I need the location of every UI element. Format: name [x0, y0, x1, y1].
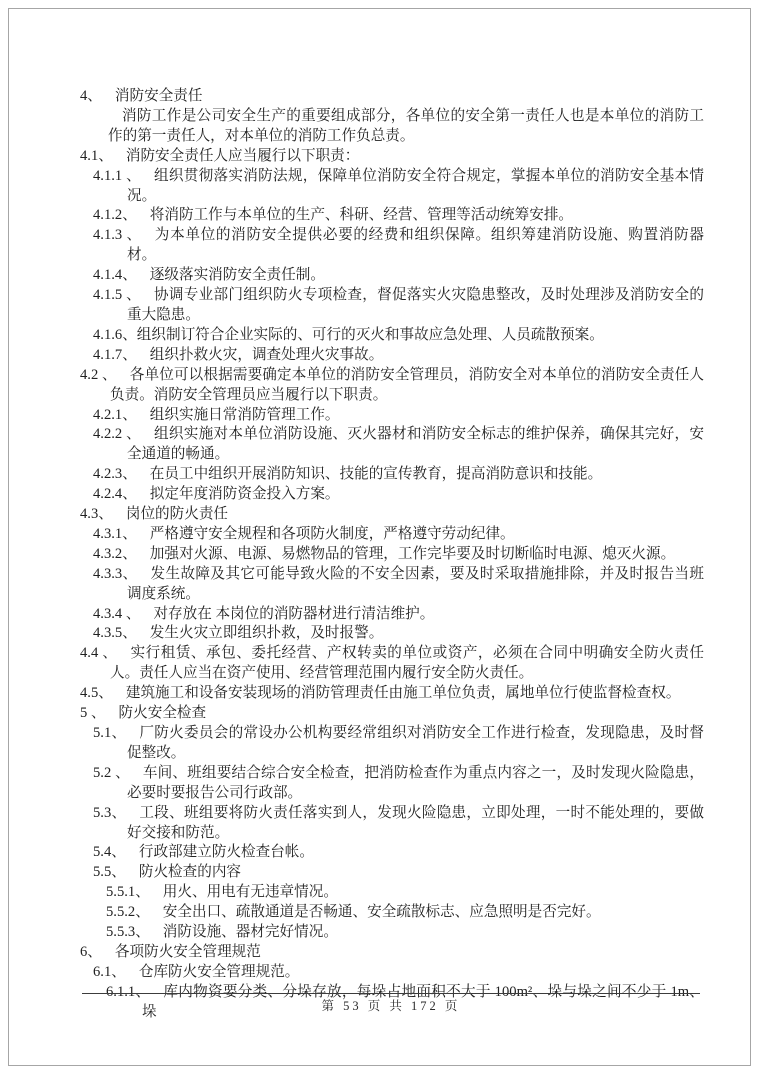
list-item: [80, 943, 704, 963]
item-number: 4.3.3、: [93, 565, 138, 582]
item-number: 5.5、: [93, 864, 126, 881]
item-text: 建筑施工和设备安装现场的消防管理责任由施工单位负责，属地单位行使监督检查权。: [125, 685, 681, 702]
item-text: 组织扑救火灾，调查处理火灾事故。: [149, 346, 384, 363]
list-item: [80, 704, 704, 724]
list-item: [93, 167, 704, 207]
item-text: 在员工中组织开展消防知识、技能的宣传教育，提高消防意识和技能。: [149, 466, 603, 483]
item-number: 4.4 、: [80, 645, 118, 662]
item-number: 4.1.1 、: [93, 167, 141, 184]
item-text: 加强对火源、电源、易燃物品的管理，工作完毕要及时切断临时电源、熄灭火源。: [149, 545, 676, 562]
list-item: [93, 724, 704, 764]
list-item: [93, 485, 704, 505]
item-text: 防火安全检查: [118, 705, 207, 722]
item-text: 安全出口、疏散通道是否畅通、安全疏散标志、应急照明是否完好。: [162, 904, 601, 921]
item-text: 岗位的防火责任: [125, 506, 229, 523]
list-item: [93, 286, 704, 326]
item-number: 4.1.2、: [93, 207, 137, 224]
item-number: 6、: [80, 943, 102, 960]
list-item: [93, 226, 704, 266]
item-number: 4.3.4 、: [93, 605, 141, 622]
list-item: [80, 87, 704, 107]
item-number: 4、: [80, 88, 102, 104]
item-number: 5 、: [80, 705, 106, 722]
item-number: 5.5.1、: [106, 884, 150, 901]
list-item: [106, 903, 704, 923]
item-text: 工段、班组要将防火责任落实到人，发现火险隐患，立即处理，一时不能处理的，要做好交接和防范。: [127, 804, 704, 841]
item-text: 发生故障及其它可能导致火险的不安全因素，要及时采取措施排除，并及时报告当班调度系统。: [127, 565, 704, 602]
list-item: [93, 804, 704, 844]
item-text: 组织制订符合企业实际的、可行的灭火和事故应急处理、人员疏散预案。: [136, 326, 604, 343]
list-item: [93, 206, 704, 226]
item-number: 5.4、: [93, 844, 126, 861]
item-text: 将消防工作与本单位的生产、科研、经营、管理等活动统筹安排。: [149, 207, 574, 224]
list-item: [93, 764, 704, 804]
item-number: 5.2 、: [93, 764, 130, 781]
item-number: 4.3.1、: [93, 525, 137, 542]
list-item: [93, 346, 704, 366]
item-text: 组织贯彻落实消防法规，保障单位消防安全符合规定，掌握本单位的消防安全基本情况。: [127, 167, 704, 204]
item-number: 4.2 、: [80, 366, 117, 383]
item-text: 行政部建立防火检查台帐。: [138, 844, 314, 861]
item-number: 6.1.1、: [106, 983, 151, 1000]
item-text: 防火检查的内容: [138, 864, 242, 881]
list-item: [93, 963, 704, 983]
paragraph-text: 消防工作是公司安全生产的重要组成部分，各单位的安全第一责任人也是本单位的消防工作的第一责任人，对本单位的消防工作负总责。: [108, 107, 704, 144]
item-text: 厂防火委员会的常设办公机构要经常组织对消防安全工作进行检查，发现隐患，及时督促整改。: [127, 725, 704, 761]
item-text: 发生火灾立即组织扑救，及时报警。: [149, 625, 384, 642]
paragraph: [80, 107, 704, 147]
item-number: 4.3.5、: [93, 625, 137, 642]
list-item: [93, 425, 704, 465]
item-number: 4.1.7、: [93, 346, 137, 363]
list-item: [93, 326, 704, 346]
item-number: 4.5、: [80, 685, 113, 702]
item-number: 4.1.6、: [93, 326, 137, 343]
item-number: 4.1、: [80, 147, 113, 164]
item-text: 消防安全责任: [114, 88, 203, 104]
list-item: [93, 545, 704, 565]
page-footer: [82, 993, 700, 1014]
item-text: 组织实施对本单位消防设施、灭火器材和消防安全标志的维护保养，确保其完好，安全通道的畅通。: [127, 426, 704, 463]
item-number: 4.2.3、: [93, 466, 137, 483]
item-text: 拟定年度消防资金投入方案。: [149, 486, 340, 503]
item-number: 4.3.2、: [93, 545, 137, 562]
list-item: [93, 406, 704, 426]
item-text: 仓库防火安全管理规范。: [138, 963, 300, 980]
list-item: [80, 684, 704, 704]
item-text: 协调专业部门组织防火专项检查，督促落实火灾隐患整改，及时处理涉及消防安全的重大隐患。: [127, 287, 704, 323]
list-item: [93, 605, 704, 625]
list-item: [106, 883, 704, 903]
item-number: 4.2.2 、: [93, 426, 141, 443]
item-text: 消防设施、器材完好情况。: [162, 924, 338, 941]
list-item: [93, 565, 704, 605]
list-item: [93, 266, 704, 286]
list-item: [93, 843, 704, 863]
item-number: 4.2.4、: [93, 486, 137, 503]
list-item: [80, 147, 704, 167]
item-text: 为本单位的消防安全提供必要的经费和组织保障。组织筹建消防设施、购置消防器材。: [127, 227, 704, 264]
item-number: 4.1.3 、: [93, 227, 142, 244]
item-number: 5.5.3、: [106, 924, 150, 941]
list-item: [80, 644, 704, 684]
item-number: 5.5.2、: [106, 904, 150, 921]
item-number: 4.1.4、: [93, 267, 137, 284]
item-text: 消防安全责任人应当履行以下职责：: [125, 147, 360, 164]
item-number: 4.1.5 、: [93, 287, 141, 304]
item-text: 车间、班组要结合综合安全检查，把消防检查作为重点内容之一，及时发现火险隐患，必要时要报告公司行政部。: [127, 764, 704, 801]
item-text: 用火、用电有无违章情况。: [162, 884, 338, 901]
page-number: 第 53 页 共 172 页: [321, 999, 461, 1013]
item-number: 4.3、: [80, 506, 113, 523]
list-item: [93, 863, 704, 883]
item-number: 5.3、: [93, 804, 127, 821]
item-text: 组织实施日常消防管理工作。: [149, 406, 340, 423]
list-item: [93, 624, 704, 644]
item-text: 对存放在 本岗位的消防器材进行清洁维护。: [153, 605, 435, 622]
item-text: 逐级落实消防安全责任制。: [149, 267, 325, 284]
list-item: [93, 465, 704, 485]
list-item: [106, 923, 704, 943]
item-text: 各单位可以根据需要确定本单位的消防安全管理员，消防安全对本单位的消防安全责任人负责。消防安全管理员应当履行以下职责。: [110, 366, 704, 403]
item-number: 4.2.1、: [93, 406, 137, 423]
item-text: 各项防火安全管理规范: [114, 943, 261, 960]
list-item: [80, 505, 704, 525]
list-item: [80, 366, 704, 406]
item-text: 严格遵守安全规程和各项防火制度，严格遵守劳动纪律。: [149, 525, 515, 542]
item-number: 5.1、: [93, 725, 127, 741]
item-text: 库内物资要分类、分垛存放，每垛占地面积不大于 100m²、垛与垛之间不少于 1m、垛: [142, 983, 704, 1020]
item-number: 6.1、: [93, 963, 126, 980]
document-body: [80, 87, 704, 1023]
item-text: 实行租赁、承包、委托经营、产权转卖的单位或资产，必须在合同中明确安全防火责任人。责任人应当在资产使用、经营管理范围内履行安全防火责任。: [110, 645, 704, 682]
list-item: [93, 525, 704, 545]
